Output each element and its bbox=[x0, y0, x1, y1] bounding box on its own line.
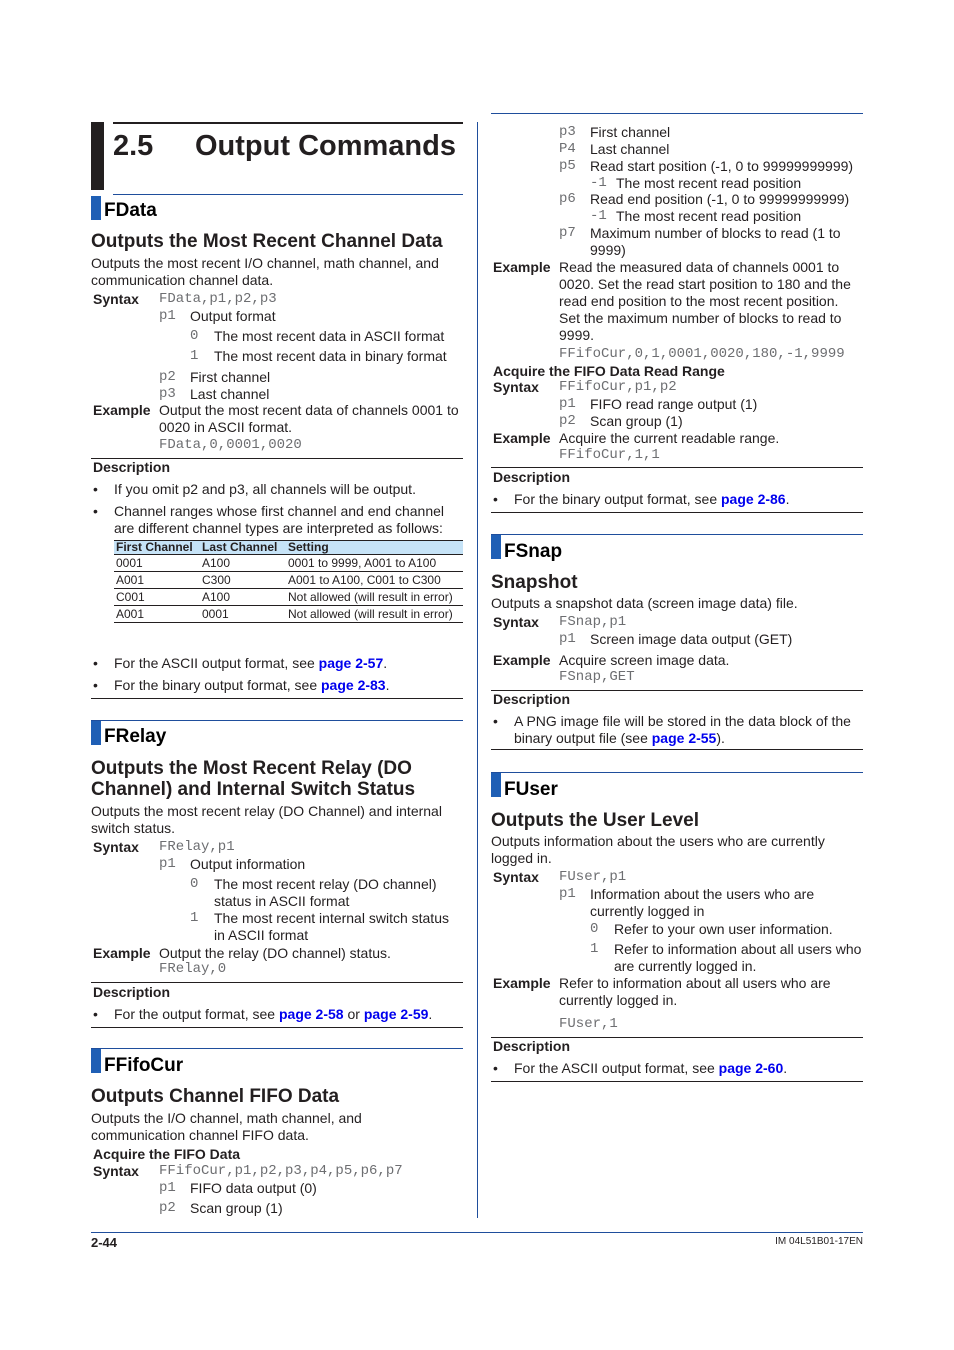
document-id: IM 04L51B01-17EN bbox=[775, 1236, 863, 1247]
value-desc: The most recent data in binary format bbox=[214, 348, 447, 364]
table-cell: A100 bbox=[200, 589, 286, 606]
example-label: Example bbox=[493, 975, 551, 991]
table-header: Setting bbox=[286, 541, 463, 555]
section-title-ffifocur: FFifoCur bbox=[104, 1055, 184, 1076]
section-rule bbox=[491, 534, 863, 535]
section-end-rule bbox=[91, 1027, 463, 1028]
table-row bbox=[114, 555, 463, 572]
table-row bbox=[114, 589, 463, 606]
value-desc: The most recent data in ASCII format bbox=[214, 328, 445, 344]
intro-fsnap: Outputs a snapshot data (screen image data) file. bbox=[491, 595, 798, 611]
intro-ffifocur: Outputs the I/O channel, math channel, and communication channel FIFO data. bbox=[91, 1110, 362, 1143]
table-cell: Not allowed (will result in error) bbox=[286, 606, 463, 623]
section-end-rule bbox=[91, 698, 463, 699]
section-bar bbox=[91, 1049, 101, 1073]
value-name: 1 bbox=[190, 348, 199, 364]
chapter-title bbox=[113, 130, 456, 163]
page-link[interactable]: page 2-86 bbox=[721, 491, 786, 507]
section-title-fdata: FData bbox=[104, 200, 157, 221]
section-title-frelay: FRelay bbox=[104, 726, 167, 747]
example-label: Example bbox=[493, 259, 551, 275]
param-name: p1 bbox=[559, 886, 576, 902]
page-link[interactable]: page 2-83 bbox=[321, 677, 386, 693]
section-rule bbox=[491, 772, 863, 773]
description-label: Description bbox=[493, 691, 571, 707]
section-title-fsnap: FSnap bbox=[504, 541, 563, 562]
example-text: Refer to information about all users who are currently logged in. bbox=[559, 975, 831, 1008]
param-name: p2 bbox=[159, 369, 176, 385]
description-label: Description bbox=[493, 1038, 571, 1054]
syntax-code: FFifoCur,p1,p2,p3,p4,p5,p6,p7 bbox=[159, 1163, 403, 1179]
param-name: p6 bbox=[559, 191, 576, 207]
value-desc: Refer to information about all users who are currently logged in. bbox=[614, 941, 862, 974]
param-desc: First channel bbox=[190, 369, 271, 385]
example-label: Example bbox=[493, 652, 551, 668]
chapter-bottom-rule bbox=[113, 194, 463, 195]
intro-frelay: Outputs the most recent relay (DO Channel) and internal switch status. bbox=[91, 803, 442, 836]
example-label: Example bbox=[93, 402, 151, 418]
description-rule bbox=[491, 467, 863, 468]
example-text: Output the most recent data of channels 0001 to 0020 in ASCII format. bbox=[159, 402, 459, 435]
channel-range-table bbox=[114, 540, 463, 623]
param-name: p5 bbox=[559, 158, 576, 174]
page-link[interactable]: page 2-55 bbox=[651, 730, 717, 746]
subtitle-fsnap: Snapshot bbox=[491, 572, 578, 593]
page-link[interactable]: page 2-60 bbox=[718, 1060, 784, 1076]
param-name: p1 bbox=[159, 1180, 176, 1196]
table-cell: 0001 bbox=[200, 606, 286, 623]
example-code: FFifoCur,1,1 bbox=[559, 447, 660, 463]
param-name: p3 bbox=[159, 386, 176, 402]
param-desc: FIFO data output (0) bbox=[190, 1180, 317, 1196]
syntax-code: FFifoCur,p1,p2 bbox=[559, 379, 677, 395]
section-rule bbox=[91, 720, 463, 721]
param-desc: Maximum number of blocks to read (1 to 9999) bbox=[590, 225, 841, 258]
bullet-text: Channel ranges whose first channel and end channel are different channel types are interpreted as follows: bbox=[114, 503, 445, 536]
chapter-top-rule bbox=[113, 122, 463, 124]
table-header: First Channel bbox=[114, 541, 200, 555]
example-code: FData,0,0001,0020 bbox=[159, 437, 302, 453]
param-desc: First channel bbox=[590, 124, 671, 140]
syntax-code: FSnap,p1 bbox=[559, 614, 627, 630]
example-text: Output the relay (DO channel) status. bbox=[159, 945, 391, 961]
chapter-bar bbox=[91, 122, 104, 190]
table-cell: Not allowed (will result in error) bbox=[286, 589, 463, 606]
example-code: FSnap,GET bbox=[559, 669, 635, 685]
table-header: Last Channel bbox=[200, 541, 286, 555]
param-name: p2 bbox=[159, 1200, 176, 1216]
param-desc: Output format bbox=[190, 308, 276, 324]
example-text: Acquire the current readable range. bbox=[559, 430, 780, 446]
table-cell: 0001 bbox=[114, 555, 200, 572]
acquire-heading: Acquire the FIFO Data bbox=[93, 1146, 241, 1162]
syntax-label: Syntax bbox=[93, 291, 139, 307]
example-code: FFifoCur,0,1,0001,0020,180,-1,9999 bbox=[559, 346, 845, 362]
value-desc: The most recent relay (DO channel) status in ASCII format bbox=[214, 876, 437, 909]
table-cell: C300 bbox=[200, 572, 286, 589]
param-desc: Scan group (1) bbox=[190, 1200, 283, 1216]
value-desc: The most recent read position bbox=[616, 175, 802, 191]
section-bar bbox=[91, 196, 101, 220]
description-label: Description bbox=[493, 469, 571, 485]
example-label: Example bbox=[93, 945, 151, 961]
subtitle-fdata: Outputs the Most Recent Channel Data bbox=[91, 231, 443, 252]
intro-fuser: Outputs information about the users who are currently logged in. bbox=[491, 833, 825, 866]
footer-rule bbox=[91, 1232, 863, 1233]
param-name: p7 bbox=[559, 225, 576, 241]
example-text: Acquire screen image data. bbox=[559, 652, 730, 668]
value-name: 1 bbox=[190, 910, 199, 926]
param-name: p2 bbox=[559, 413, 576, 429]
column-divider bbox=[477, 122, 478, 1218]
description-label: Description bbox=[93, 459, 171, 475]
syntax-label: Syntax bbox=[493, 614, 539, 630]
section-end-rule bbox=[491, 512, 863, 513]
value-name: 0 bbox=[590, 921, 599, 937]
subtitle-frelay: Outputs the Most Recent Relay (DO Channel) and Internal Switch Status bbox=[91, 758, 416, 800]
param-desc: Scan group (1) bbox=[590, 413, 683, 429]
param-desc: Last channel bbox=[190, 386, 270, 402]
page-link[interactable]: page 2-58 bbox=[278, 1006, 344, 1022]
param-desc: Read end position (-1, 0 to 99999999999) bbox=[590, 191, 850, 207]
param-desc: FIFO read range output (1) bbox=[590, 396, 758, 412]
table-cell: A001 bbox=[114, 606, 200, 623]
syntax-code: FData,p1,p2,p3 bbox=[159, 291, 277, 307]
value-name: -1 bbox=[590, 208, 607, 224]
intro-fdata: Outputs the most recent I/O channel, math channel, and communication channel data. bbox=[91, 255, 439, 288]
section-title-fuser: FUser bbox=[504, 779, 558, 800]
syntax-label: Syntax bbox=[493, 869, 539, 885]
syntax-label: Syntax bbox=[493, 379, 539, 395]
acquire-heading: Acquire the FIFO Data Read Range bbox=[493, 363, 725, 379]
param-desc: Read start position (-1, 0 to 99999999999) bbox=[590, 158, 854, 174]
example-code: FRelay,0 bbox=[159, 961, 227, 977]
section-bar bbox=[91, 721, 101, 745]
section-rule bbox=[91, 1048, 463, 1049]
param-name: p3 bbox=[559, 124, 576, 140]
example-label: Example bbox=[493, 430, 551, 446]
page-number: 2-44 bbox=[91, 1235, 118, 1250]
param-name: p1 bbox=[159, 856, 176, 872]
section-end-rule bbox=[491, 1081, 863, 1082]
table-header-row bbox=[114, 541, 463, 555]
section-end-rule bbox=[491, 749, 863, 750]
param-desc: Information about the users who are currently logged in bbox=[590, 886, 815, 919]
param-name: p1 bbox=[559, 631, 576, 647]
subtitle-ffifocur: Outputs Channel FIFO Data bbox=[91, 1086, 340, 1107]
example-text: Read the measured data of channels 0001 to 0020. Set the read start position to 180 and the read end position to the most recent position. Set the maximum number of blocks to read to 9999. bbox=[559, 259, 851, 343]
description-rule bbox=[91, 982, 463, 983]
table-cell: A001 bbox=[114, 572, 200, 589]
page-link[interactable]: page 2-57 bbox=[318, 655, 384, 671]
section-bar bbox=[491, 535, 501, 559]
section-bar bbox=[491, 773, 501, 797]
syntax-code: FUser,p1 bbox=[559, 869, 627, 885]
param-name: P4 bbox=[559, 141, 576, 157]
table-cell: A001 to A100, C001 to C300 bbox=[286, 572, 463, 589]
chapter-number: 2.5 bbox=[113, 130, 154, 162]
syntax-label: Syntax bbox=[93, 839, 139, 855]
table-cell: 0001 to 9999, A001 to A100 bbox=[286, 555, 463, 572]
value-name: -1 bbox=[590, 175, 607, 191]
syntax-code: FRelay,p1 bbox=[159, 839, 235, 855]
table-row bbox=[114, 572, 463, 589]
value-name: 0 bbox=[190, 328, 199, 344]
value-name: 0 bbox=[190, 876, 199, 892]
param-desc: Last channel bbox=[590, 141, 670, 157]
syntax-label: Syntax bbox=[93, 1163, 139, 1179]
example-code: FUser,1 bbox=[559, 1016, 618, 1032]
bullet-text: If you omit p2 and p3, all channels will be output. bbox=[114, 481, 416, 497]
table-cell: C001 bbox=[114, 589, 200, 606]
value-name: 1 bbox=[590, 941, 599, 957]
param-name: p1 bbox=[559, 396, 576, 412]
param-desc: Output information bbox=[190, 856, 306, 872]
param-desc: Screen image data output (GET) bbox=[590, 631, 793, 647]
value-desc: Refer to your own user information. bbox=[614, 921, 833, 937]
column-top-rule bbox=[491, 113, 863, 114]
param-name: p1 bbox=[159, 308, 176, 324]
chapter-name: Output Commands bbox=[195, 130, 456, 162]
value-desc: The most recent internal switch status in ASCII format bbox=[214, 910, 449, 943]
page-link[interactable]: page 2-59 bbox=[363, 1006, 429, 1022]
description-label: Description bbox=[93, 984, 171, 1000]
value-desc: The most recent read position bbox=[616, 208, 802, 224]
subtitle-fuser: Outputs the User Level bbox=[491, 810, 699, 831]
table-row bbox=[114, 606, 463, 623]
table-cell: A100 bbox=[200, 555, 286, 572]
